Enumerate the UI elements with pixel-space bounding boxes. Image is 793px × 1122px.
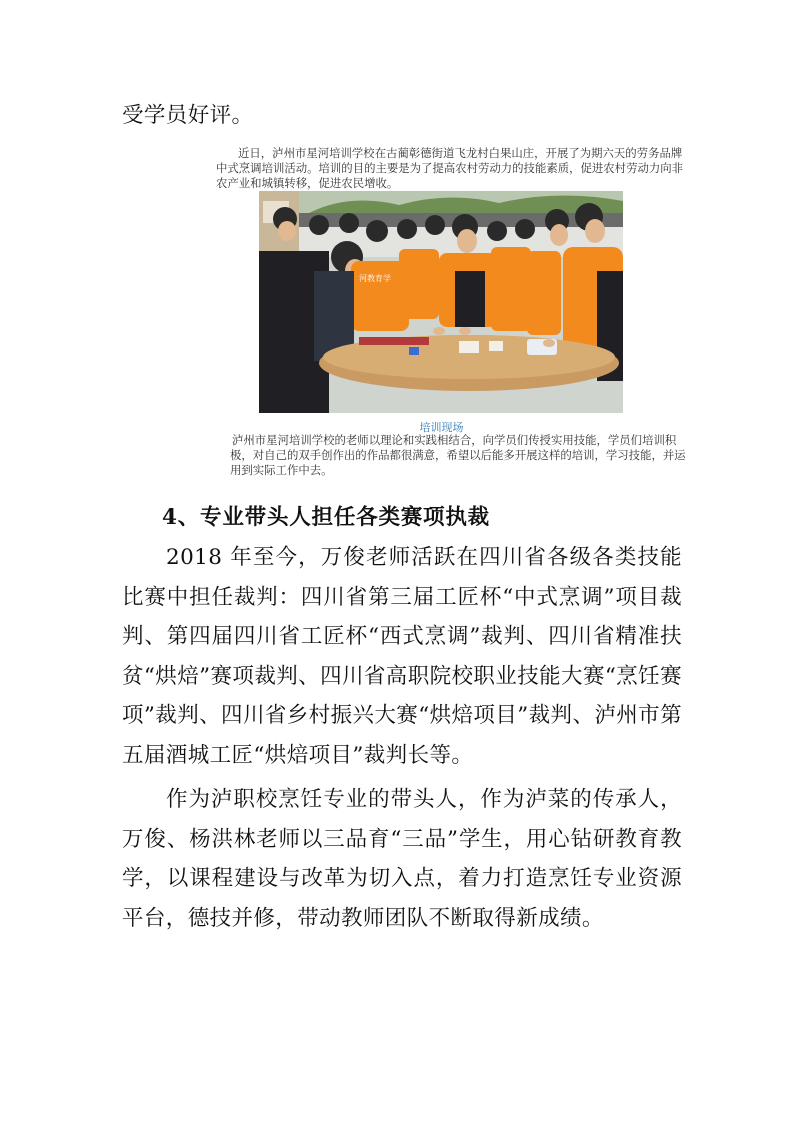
continuation-paragraph: 受学员好评。 [122,103,254,128]
body-paragraph-leader: 作为泸职校烹饪专业的带头人，作为泸菜的传承人，万俊、杨洪林老师以三品育“三品”学生，用心钻研教育教学，以课程建设与改革为切入点，着力打造烹饪专业资源平台，德技并修，带动教师团队不断取得新成绩。 [122,787,682,931]
figure-intro-text: 近日，泸州市星河培训学校在古蔺彰德街道飞龙村白果山庄，开展了为期六天的劳务品牌中式烹调培训活动。培训的目的主要是为了提高农村劳动力的技能素质，促进农村劳动力向非农产业和城镇转移，促进农民增收。 [216,146,684,191]
training-site-photo [259,191,623,413]
body-paragraph-judging: 2018 年至今，万俊老师活跃在四川省各级各类技能比赛中担任裁判：四川省第三届工匠杯“中式烹调”项目裁判、第四届四川省工匠杯“西式烹调”裁判、四川省精准扶贫“烘焙”赛项裁判、四川省高职院校职业技能大赛“烹饪赛项”裁判、四川省乡村振兴大赛“烘焙项目”裁判、泸州市第五届酒城工匠“烘焙项目”裁判长等。 [122,545,682,768]
vest-print-text: 河教育学 [359,274,391,283]
figure-outro-text: 泸州市星河培训学校的老师以理论和实践相结合，向学员们传授实用技能，学员们培训积极，对自己的双手创作出的作品都很满意，希望以后能多开展这样的培训，学习技能，并运用到实际工作中去。 [230,433,686,478]
photo-caption: 培训现场 [419,421,464,434]
section-heading: 4、专业带头人担任各类赛项执裁 [162,505,490,530]
